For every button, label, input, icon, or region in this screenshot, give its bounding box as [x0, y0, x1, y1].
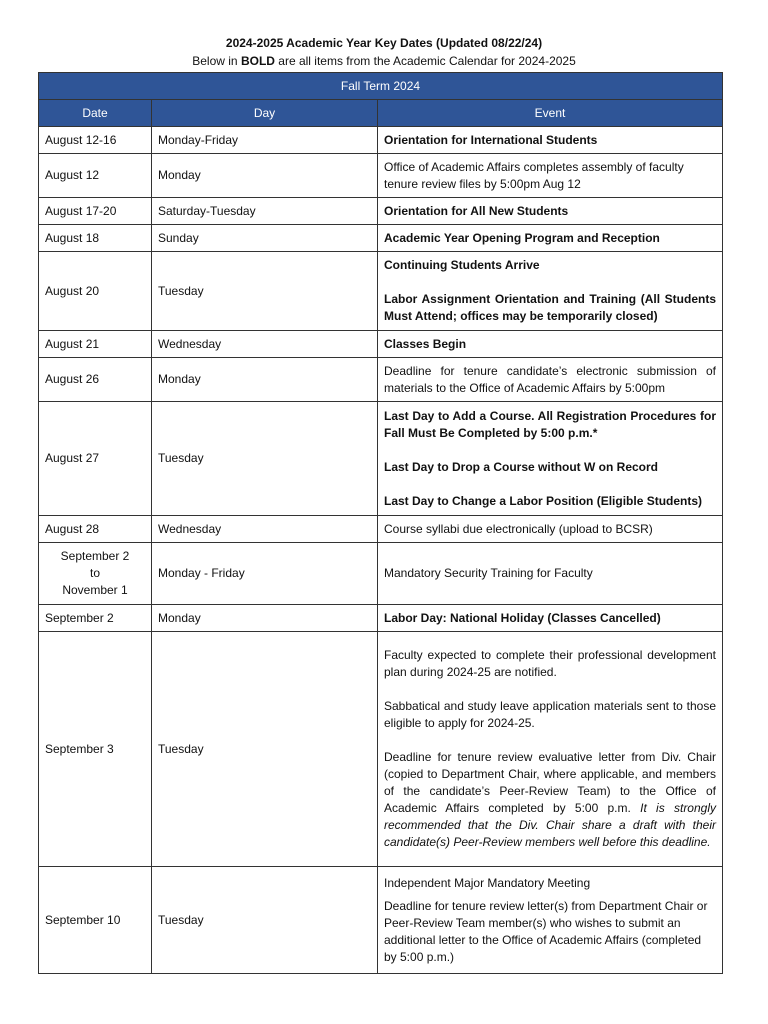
event-item: Independent Major Mandatory Meeting	[384, 875, 591, 890]
day-cell: Wednesday	[152, 516, 378, 543]
day-cell: Monday - Friday	[152, 543, 378, 605]
subtitle-bold: BOLD	[240, 54, 275, 68]
date-cell: September 3	[39, 632, 152, 867]
event-item: Sabbatical and study leave application materials sent to those eligible to apply for 2024-25.	[384, 699, 716, 730]
event-cell: Orientation for All New Students	[378, 198, 723, 225]
table-row	[39, 154, 723, 198]
day-cell: Sunday	[152, 225, 378, 252]
event-cell: Orientation for International Students	[378, 127, 723, 154]
table-row	[39, 543, 723, 605]
event-item: Last Day to Add a Course. All Registration Procedures for Fall Must Be Completed by 5:00 p.m.*	[384, 408, 716, 440]
event-item	[384, 749, 716, 851]
day-cell: Monday	[152, 154, 378, 198]
date-cell: August 20	[39, 252, 152, 331]
date-line: September 2	[60, 549, 130, 563]
key-dates-table	[38, 72, 723, 974]
day-cell: Wednesday	[152, 331, 378, 358]
event-cell: Office of Academic Affairs completes assembly of faculty tenure review files by 5:00pm Aug 12	[378, 154, 723, 198]
date-cell: August 18	[39, 225, 152, 252]
day-cell: Monday	[152, 358, 378, 402]
date-cell: August 26	[39, 358, 152, 402]
table-row	[39, 632, 723, 867]
date-cell: August 17-20	[39, 198, 152, 225]
term-header: Fall Term 2024	[39, 73, 723, 100]
column-header-date: Date	[39, 100, 152, 127]
event-cell: Labor Day: National Holiday (Classes Cancelled)	[378, 605, 723, 632]
table-row	[39, 605, 723, 632]
event-item: Deadline for tenure review letter(s) from Department Chair or Peer-Review Team member(s) who wishes to submit an additional letter to the Office of Academic Affairs (completed by 5:00 p.m.)	[384, 898, 708, 964]
column-header-event: Event	[378, 100, 723, 127]
date-cell	[39, 543, 152, 605]
table-row	[39, 127, 723, 154]
event-item: Labor Assignment Orientation and Training (All Students Must Attend; offices may be temporarily closed)	[384, 292, 716, 323]
event-item: Last Day to Change a Labor Position (Eligible Students)	[384, 493, 703, 508]
day-cell: Monday-Friday	[152, 127, 378, 154]
day-cell: Tuesday	[152, 252, 378, 331]
event-item: Continuing Students Arrive	[384, 258, 540, 272]
date-cell: September 2	[39, 605, 152, 632]
column-header-day: Day	[152, 100, 378, 127]
document-subtitle	[0, 54, 768, 68]
event-note: It is strongly recommended that the Div. Chair share a draft with their candidate(s) Peer-Review members well before this deadline.	[384, 801, 716, 849]
day-cell: Tuesday	[152, 632, 378, 867]
date-cell: September 10	[39, 867, 152, 974]
table-row	[39, 225, 723, 252]
event-cell: Deadline for tenure candidate’s electronic submission of materials to the Office of Academic Affairs by 5:00pm	[378, 358, 723, 402]
document-title: 2024-2025 Academic Year Key Dates (Updated 08/22/24)	[225, 36, 543, 50]
table-row	[39, 402, 723, 516]
table-row	[39, 516, 723, 543]
event-cell	[378, 867, 723, 974]
event-text: Deadline for tenure review evaluative letter from Div. Chair (copied to Department Chair, where applicable, and members of the candidate’s Peer-Review Team) to the Office of Academic Affairs completed by 5:00 p.m.	[384, 750, 716, 815]
table-row	[39, 331, 723, 358]
subtitle-text: are all items from the Academic Calendar for 2024-2025	[274, 54, 576, 68]
event-cell: Classes Begin	[378, 331, 723, 358]
event-item: Last Day to Drop a Course without W on Record	[384, 459, 659, 474]
event-cell	[378, 632, 723, 867]
date-line: November 1	[62, 583, 128, 597]
event-cell: Academic Year Opening Program and Reception	[378, 225, 723, 252]
day-cell: Saturday-Tuesday	[152, 198, 378, 225]
table-row	[39, 867, 723, 974]
event-item: Faculty expected to complete their professional development plan during 2024-25 are notified.	[384, 648, 716, 679]
subtitle-text: Below in	[192, 54, 241, 68]
event-cell	[378, 252, 723, 331]
day-cell: Monday	[152, 605, 378, 632]
day-cell: Tuesday	[152, 402, 378, 516]
event-cell: Mandatory Security Training for Faculty	[378, 543, 723, 605]
date-line: to	[89, 566, 100, 580]
date-cell: August 28	[39, 516, 152, 543]
table-row	[39, 252, 723, 331]
event-cell	[378, 402, 723, 516]
day-cell: Tuesday	[152, 867, 378, 974]
date-cell: August 21	[39, 331, 152, 358]
table-row	[39, 358, 723, 402]
event-cell: Course syllabi due electronically (upload to BCSR)	[378, 516, 723, 543]
date-cell: August 12	[39, 154, 152, 198]
date-cell: August 12-16	[39, 127, 152, 154]
table-row	[39, 198, 723, 225]
date-cell: August 27	[39, 402, 152, 516]
